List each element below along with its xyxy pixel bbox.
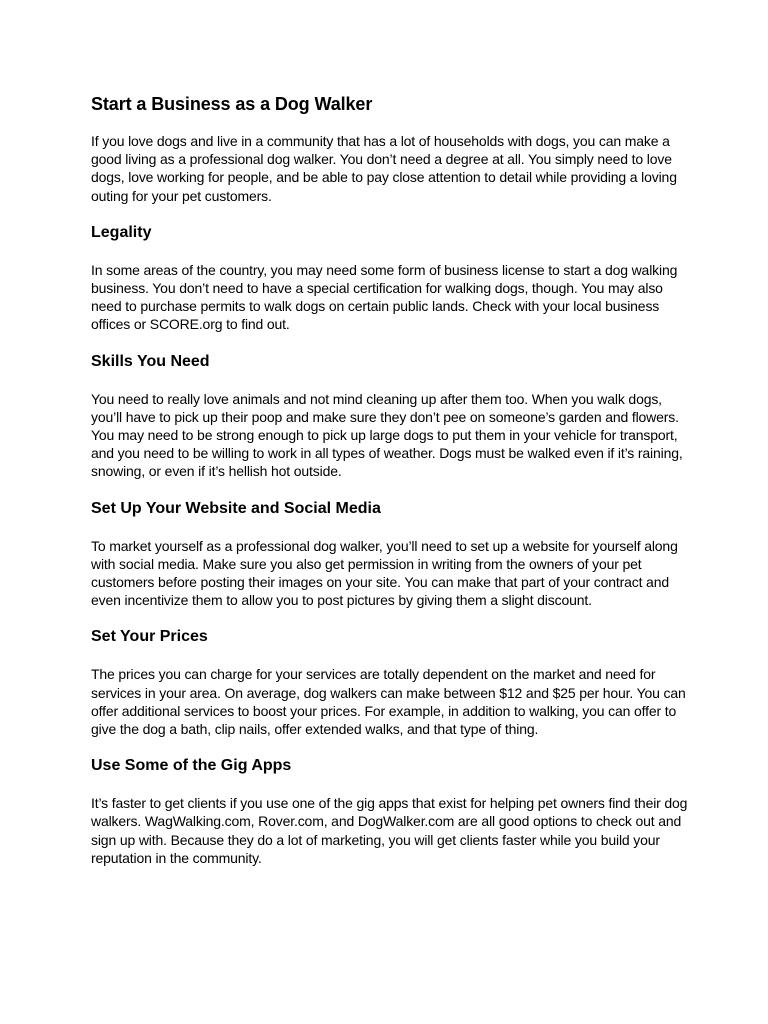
document-page xyxy=(91,92,691,885)
section-paragraph: The prices you can charge for your services are totally dependent on the market and need for services in your area. On average, dog walkers can make between $12 and $25 per hour. You can offer additional services to boost your prices. For example, in addition to walking, you can offer to give the dog a bath, clip nails, offer extended walks, and that type of thing. xyxy=(91,666,686,738)
section-paragraph: In some areas of the country, you may need some form of business license to start a dog walking business. You don’t need to have a special certification for walking dogs, though. You may also need to purchase permits to walk dogs on certain public lands. Check with your local business offices or SCORE.org to find out. xyxy=(91,261,678,333)
section-skills xyxy=(91,352,691,481)
section-paragraph: It’s faster to get clients if you use one of the gig apps that exist for helping pet owners find their dog walkers. WagWalking.com, Rover.com, and DogWalker.com are all good options to check out and sign up with. Because they do a lot of marketing, you will get clients faster while you build your reputation in the community. xyxy=(91,795,688,866)
section-legality xyxy=(91,223,691,334)
section-website xyxy=(91,499,691,610)
intro-paragraph: If you love dogs and live in a community that has a lot of households with dogs, you can make a good living as a professional dog walker. You don’t need a degree at all. You simply need to love dogs, love working for people, and be able to pay close attention to detail while providing a loving outing for your pet customers. xyxy=(91,133,677,204)
section-paragraph: You need to really love animals and not mind cleaning up after them too. When you walk dogs, you’ll have to pick up their poop and make sure they don’t pee on someone’s garden and flowers. You may need to be strong enough to pick up large dogs to put them in your vehicle for transport, and you need to be willing to work in all types of weather. Dogs must be walked even if it’s raining, snowing, or even if it’s hellish hot outside. xyxy=(91,390,683,480)
section-heading: Set Up Your Website and Social Media xyxy=(91,499,381,517)
section-heading: Set Your Prices xyxy=(91,628,208,646)
section-heading: Use Some of the Gig Apps xyxy=(91,757,292,775)
section-prices xyxy=(91,627,691,738)
section-paragraph: To market yourself as a professional dog walker, you’ll need to set up a website for yourself along with social media. Make sure you also get permission in writing from the owners of your pet customers before posting their images on your site. You can make that part of your contract and even incentivize them to allow you to post pictures by giving them a slight discount. xyxy=(91,537,678,609)
section-gig-apps xyxy=(91,756,691,867)
section-heading: Skills You Need xyxy=(91,352,210,370)
section-heading: Legality xyxy=(91,223,152,241)
document-title: Start a Business as a Dog Walker xyxy=(91,94,373,114)
